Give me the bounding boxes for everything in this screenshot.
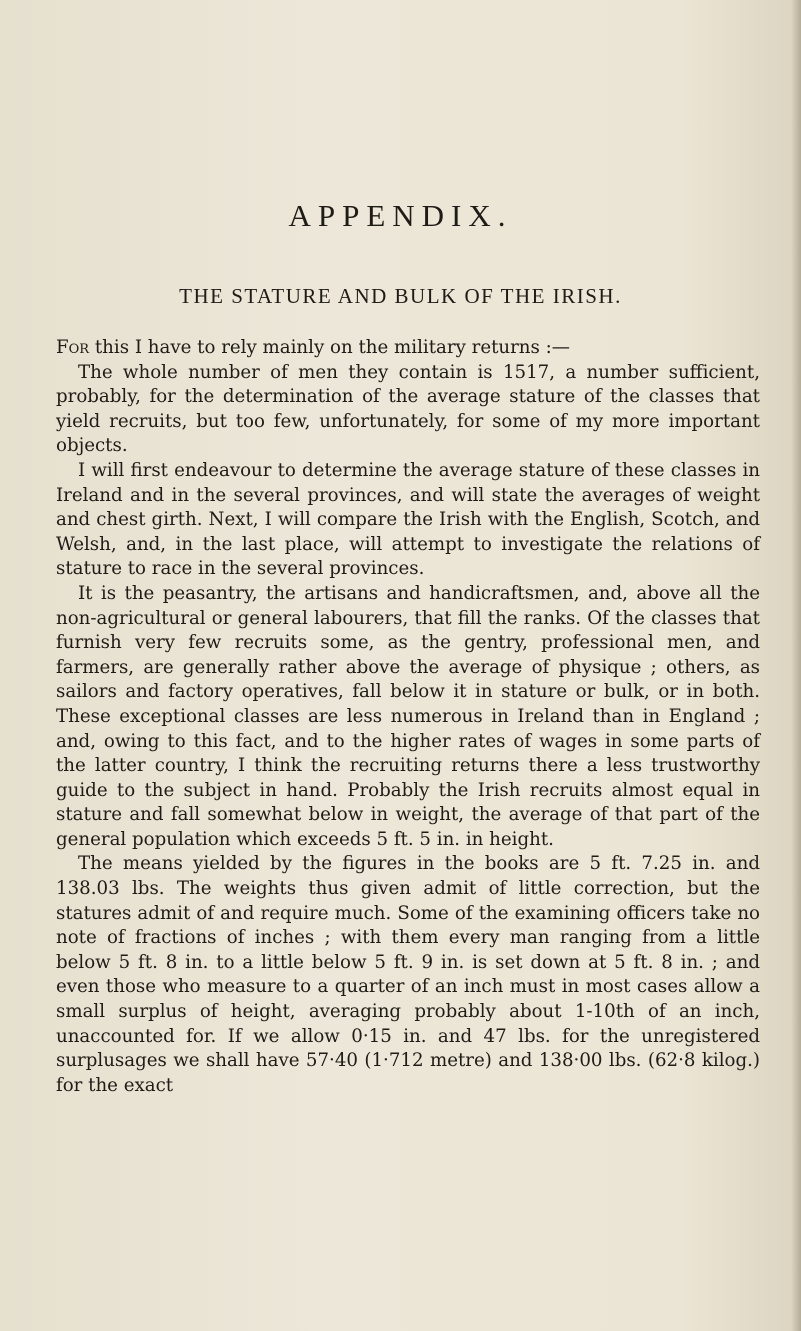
appendix-heading: APPENDIX. — [288, 198, 513, 233]
paragraph-classes: It is the peasantry, the artisans and handicraftsmen, and, above all the non-agricultural or general labourers, that fill the ranks. Of the classes that furnish very few recruits some, as the gentry, professional men, and farmers, are generally rather above the average of physique ; others, as sailors and factory operatives, fall below it in stature or bulk, or in both. These exceptional classes are less numerous in Ireland than in England ; and, owing to this fact, and to the higher rates of wages in some parts of the latter country, I think the recruiting returns there a less trustworthy guide to the subject in hand. Probably the Irish recruits almost equal in stature and fall somewhat below in weight, the average of that part of the general population which exceeds 5 ft. 5 in. in height. — [56, 582, 760, 850]
paragraph-lead-word: For — [56, 337, 90, 358]
section-title: THE STATURE AND BULK OF THE IRISH. — [179, 284, 622, 308]
paragraph-means: The means yielded by the figures in the books are 5 ft. 7.25 in. and 138.03 lbs. The weights thus given admit of little correction, but the statures admit of and require much. Some of the examining officers take no note of fractions of inches ; with them every man ranging from a little below 5 ft. 8 in. to a little below 5 ft. 9 in. is set down at 5 ft. 8 in. ; and even those who measure to a quarter of an inch must in most cases allow a small surplus of height, averaging probably about 1-10th of an inch, unaccounted for. If we allow 0·15 in. and 47 lbs. for the unregistered surplusages we shall have 57·40 (1·712 metre) and 138·00 lbs. (62·8 kilog.) for the exact — [56, 853, 760, 1096]
paragraph-intro — [56, 336, 760, 361]
paragraph-recruit-count: The whole number of men they contain is 1517, a number sufficient, probably, for the determination of the average stature of the classes that yield recruits, but too few, unfortunately, for some of my more important objects. — [56, 361, 760, 457]
paragraph-intro-text: this I have to rely mainly on the military returns :— — [89, 337, 570, 358]
body-text — [56, 336, 760, 1098]
paragraph-plan: I will first endeavour to determine the average stature of these classes in Ireland and in the several provinces, and will state the averages of weight and chest girth. Next, I will compare the Irish with the English, Scotch, and Welsh, and, in the last place, will attempt to investigate the relations of stature to race in the several provinces. — [56, 459, 760, 580]
